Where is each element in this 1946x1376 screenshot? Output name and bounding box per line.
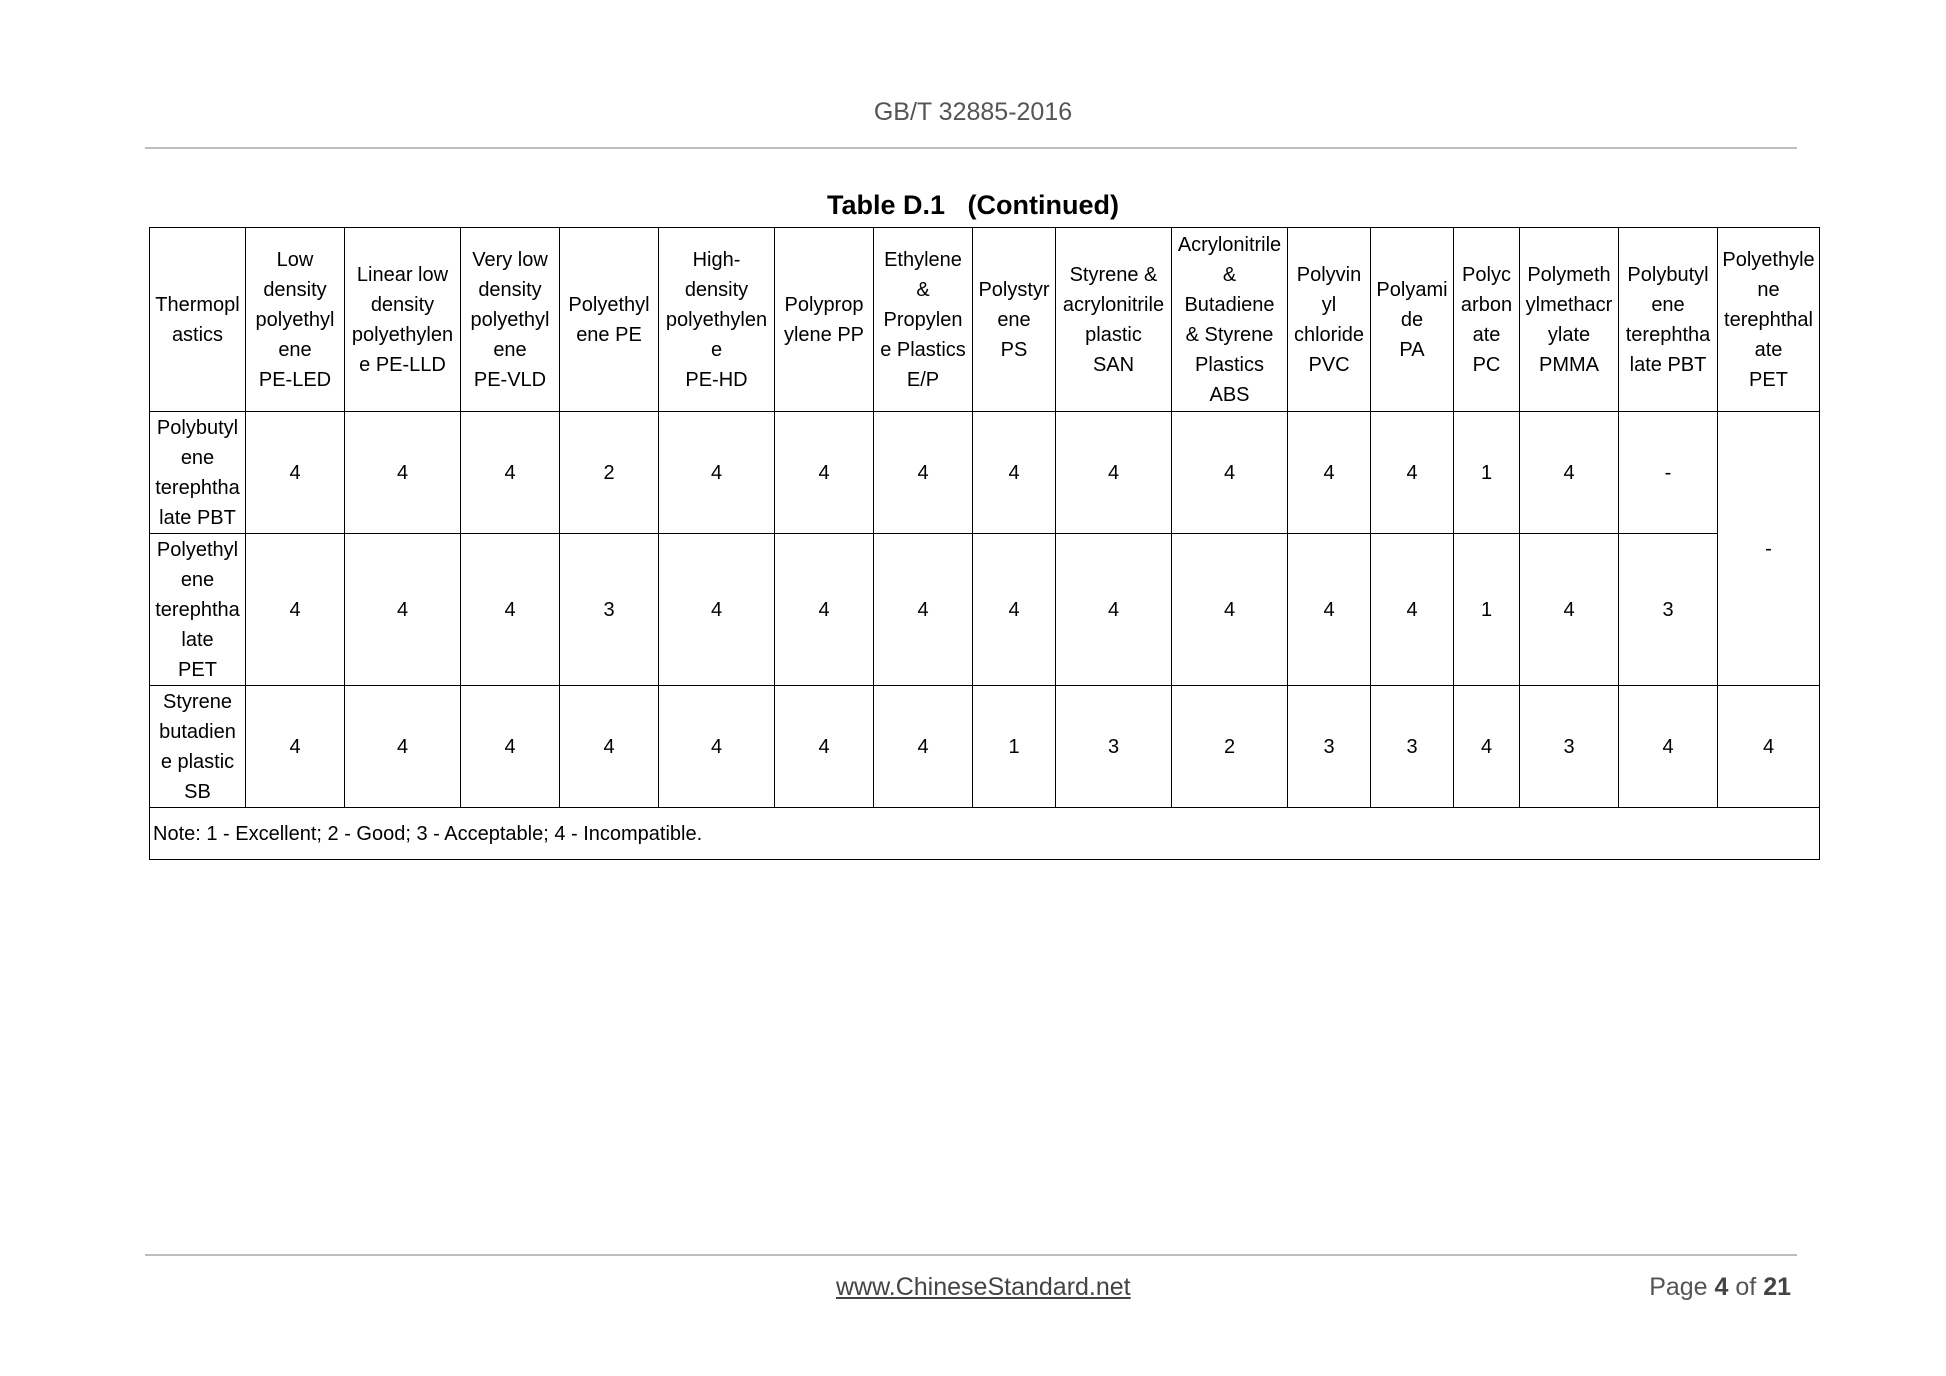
- page-current: 4: [1714, 1273, 1729, 1301]
- column-header: Polystyr ene PS: [973, 228, 1056, 412]
- table-title: Table D.1 (Continued): [827, 190, 1119, 220]
- table-cell: 3: [1371, 686, 1454, 808]
- table-cell: 4: [1288, 534, 1371, 686]
- column-header: Polyethyl ene PE: [560, 228, 659, 412]
- corner-header: Thermopl astics: [150, 228, 246, 412]
- page-total: 21: [1763, 1273, 1791, 1301]
- column-header: Polyami de PA: [1371, 228, 1454, 412]
- table-cell: 1: [1454, 412, 1520, 534]
- table-cell: 4: [775, 412, 874, 534]
- table-cell: 4: [659, 534, 775, 686]
- row-header: Styrene butadien e plastic SB: [150, 686, 246, 808]
- table-cell: 4: [461, 534, 560, 686]
- table-cell: 4: [1371, 534, 1454, 686]
- table-cell: 4: [1718, 686, 1820, 808]
- table-cell: 4: [1172, 412, 1288, 534]
- table-cell: 4: [973, 534, 1056, 686]
- table-cell: 1: [1454, 534, 1520, 686]
- table-cell: 4: [345, 686, 461, 808]
- table-cell: 3: [1520, 686, 1619, 808]
- table-cell: 4: [1619, 686, 1718, 808]
- column-header: Very low density polyethyl ene PE-VLD: [461, 228, 560, 412]
- table-cell: 4: [775, 686, 874, 808]
- table-cell: 4: [874, 412, 973, 534]
- table-row: [150, 534, 1820, 686]
- table-cell: 4: [345, 534, 461, 686]
- table-cell: 4: [461, 686, 560, 808]
- table-cell: 4: [1288, 412, 1371, 534]
- table-cell: 4: [874, 534, 973, 686]
- table-cell: 4: [461, 412, 560, 534]
- table-cell: 4: [775, 534, 874, 686]
- column-header: Polybutyl ene terephtha late PBT: [1619, 228, 1718, 412]
- table-header-row: [150, 228, 1820, 412]
- row-header: Polyethyl ene terephtha late PET: [150, 534, 246, 686]
- table-cell: 1: [973, 686, 1056, 808]
- table-cell: 4: [973, 412, 1056, 534]
- page-prefix: Page: [1649, 1273, 1715, 1301]
- table-cell: 4: [1172, 534, 1288, 686]
- column-header: Polyethyle ne terephthal ate PET: [1718, 228, 1820, 412]
- table-cell: 2: [560, 412, 659, 534]
- table-cell: -: [1619, 412, 1718, 534]
- column-header: Polyvin yl chloride PVC: [1288, 228, 1371, 412]
- table-cell: 4: [1454, 686, 1520, 808]
- column-header: Polyc arbon ate PC: [1454, 228, 1520, 412]
- table-cell: 3: [1056, 686, 1172, 808]
- table-cell: 4: [345, 412, 461, 534]
- column-header: Ethylene & Propylen e Plastics E/P: [874, 228, 973, 412]
- table-row: [150, 412, 1820, 534]
- column-header: Polyprop ylene PP: [775, 228, 874, 412]
- table-cell: 4: [659, 412, 775, 534]
- merged-pet-cell: -: [1718, 412, 1820, 686]
- table-cell: 4: [246, 412, 345, 534]
- table-cell: 4: [1520, 534, 1619, 686]
- table-cell: 4: [1056, 412, 1172, 534]
- compatibility-table: [149, 227, 1820, 860]
- table-cell: 4: [246, 534, 345, 686]
- column-header: High- density polyethylen e PE-HD: [659, 228, 775, 412]
- table-cell: 2: [1172, 686, 1288, 808]
- table-cell: 3: [1288, 686, 1371, 808]
- note-row: [150, 808, 1820, 860]
- table-cell: 4: [1056, 534, 1172, 686]
- table-cell: 4: [1371, 412, 1454, 534]
- column-header: Low density polyethyl ene PE-LED: [246, 228, 345, 412]
- website-link[interactable]: www.ChineseStandard.net: [836, 1273, 1131, 1301]
- table-cell: 3: [1619, 534, 1718, 686]
- table-cell: 4: [659, 686, 775, 808]
- table-note: Note: 1 - Excellent; 2 - Good; 3 - Acceptable; 4 - Incompatible.: [150, 808, 1820, 860]
- table-cell: 3: [560, 534, 659, 686]
- column-header: Polymeth ylmethacr ylate PMMA: [1520, 228, 1619, 412]
- column-header: Acrylonitrile & Butadiene & Styrene Plastics ABS: [1172, 228, 1288, 412]
- header-divider: [145, 147, 1797, 149]
- table-row: [150, 686, 1820, 808]
- footer-divider: [145, 1254, 1797, 1256]
- table-cell: 4: [560, 686, 659, 808]
- standard-code: GB/T 32885-2016: [873, 98, 1073, 126]
- page-of: of: [1728, 1273, 1764, 1301]
- table-cell: 4: [874, 686, 973, 808]
- page-indicator: [1649, 1273, 1791, 1302]
- column-header: Linear low density polyethylen e PE-LLD: [345, 228, 461, 412]
- column-header: Styrene & acrylonitrile plastic SAN: [1056, 228, 1172, 412]
- row-header: Polybutyl ene terephtha late PBT: [150, 412, 246, 534]
- table-cell: 4: [246, 686, 345, 808]
- table-cell: 4: [1520, 412, 1619, 534]
